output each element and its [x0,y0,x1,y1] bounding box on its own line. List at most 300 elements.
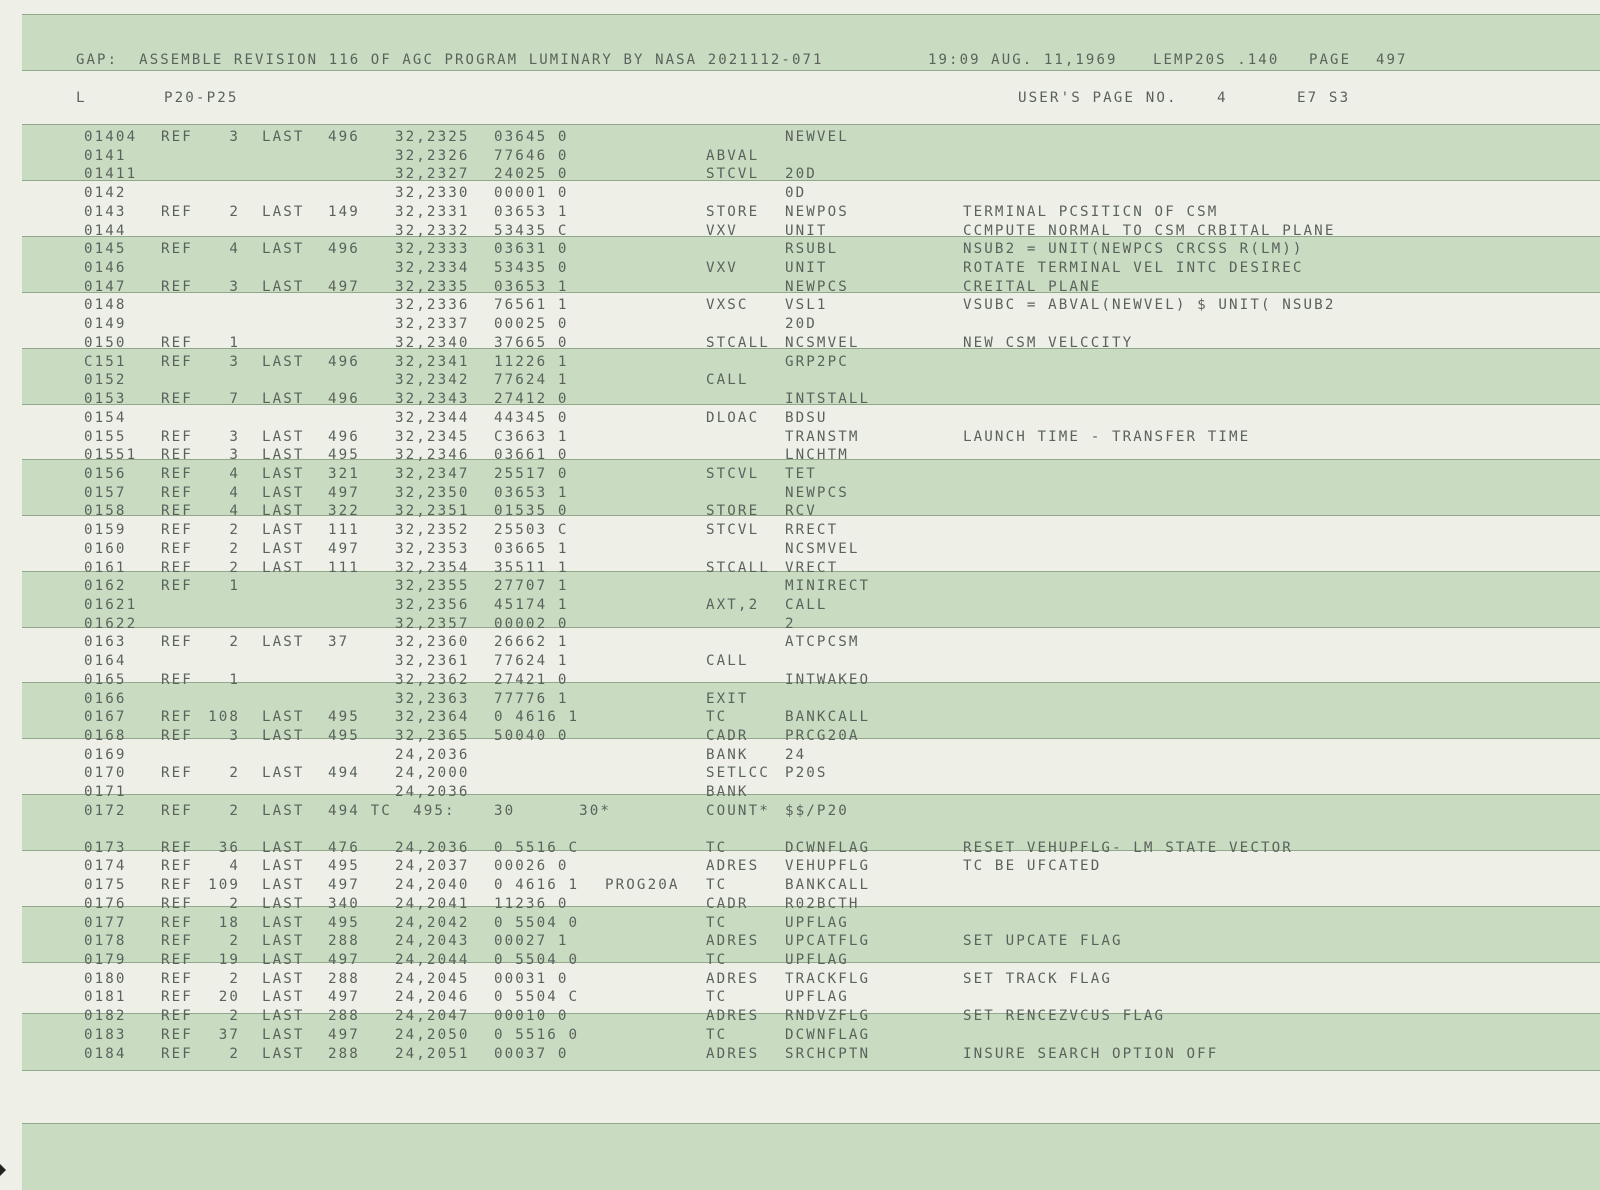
operand: BANKCALL [785,709,871,726]
ref-count: 4 [229,465,240,482]
operand: TRANSTM [785,428,860,445]
ref-count: 1 [229,671,240,688]
comment: CCMPUTE NORMAL TO CSM CRBITAL PLANE [963,222,1336,239]
ref-keyword: REF [161,1045,193,1062]
ref-count: 20 [218,989,240,1006]
address: 32,2325 [395,129,470,145]
address: 32,2360 [395,634,470,651]
ref-count: 4 [229,484,240,501]
ref-count: 2 [229,522,240,539]
octal-code: 00026 0 [494,858,569,875]
last-keyword: LAST [262,839,305,856]
opcode: ADRES [706,1045,760,1062]
operand: 20D [785,166,817,183]
operand: P20S [785,765,828,782]
last-keyword: LAST [262,1026,305,1043]
address: 32,2336 [395,297,470,314]
opcode: VXSC [706,297,749,314]
ref-count: 2 [229,559,240,576]
octal-code: 11226 1 [494,353,569,370]
opcode: STCVL [706,465,760,482]
octal-code: 00001 0 [494,185,569,202]
octal-code: 03645 0 [494,129,569,145]
operand: NEWPOS [785,203,849,220]
line-number: 0143 [84,203,127,220]
last-keyword: LAST [262,765,305,782]
opcode: TC [706,877,728,894]
last-page: 496 [328,391,360,408]
opcode: TC [706,989,728,1006]
octal-code: 77776 1 [494,690,569,707]
assembly-title: GAP: ASSEMBLE REVISION 116 OF AGC PROGRAM LUMINARY BY NASA 2021112-071 [76,52,824,68]
address: 32,2331 [395,203,470,220]
last-page: 321 [328,465,360,482]
last-keyword: LAST [262,447,305,464]
ref-keyword: REF [161,503,193,520]
line-number: 0166 [84,690,127,707]
operand: NEWPCS [785,278,849,295]
last-keyword: LAST [262,895,305,912]
octal-code: 53435 0 [494,260,569,277]
operand: NEWVEL [785,129,849,145]
address: 32,2343 [395,391,470,408]
ref-count: 3 [229,129,240,145]
operand: RRECT [785,522,839,539]
comment: LAUNCH TIME - TRANSFER TIME [963,428,1251,445]
address: 32,2345 [395,428,470,445]
last-page: 497 [328,877,360,894]
octal-code: 03661 0 [494,447,569,464]
operand: R02BCTH [785,895,860,912]
address: 32,2333 [395,241,470,258]
line-number: 01411 [84,166,138,183]
octal-code: 0 4616 1 [494,709,580,726]
last-keyword: LAST [262,129,305,145]
octal-code: 0 5516 0 [494,1026,580,1043]
address: 32,2344 [395,409,470,426]
opcode: ADRES [706,933,760,950]
address: 24,2043 [395,933,470,950]
opcode: ABVAL [706,147,760,164]
address: 32,2363 [395,690,470,707]
address: 32,2350 [395,484,470,501]
line-number: 0163 [84,634,127,651]
ref-keyword: REF [161,709,193,726]
line-number: 0149 [84,316,127,333]
line-number: 0155 [84,428,127,445]
ref-keyword: REF [161,540,193,557]
ref-keyword: REF [161,522,193,539]
address: 32,2341 [395,353,470,370]
opcode: ADRES [706,858,760,875]
last-keyword: LAST [262,353,305,370]
last-page: 497 [328,278,360,295]
paper-rule [22,794,1600,795]
operand: UPFLAG [785,951,849,968]
ref-count: 108 [208,709,240,726]
paper-band [22,1123,1600,1190]
octal-code: 27412 0 [494,391,569,408]
address: 24,2040 [395,877,470,894]
line-number: 0183 [84,1026,127,1043]
address: 32,2347 [395,465,470,482]
octal-code: 01535 0 [494,503,569,520]
address: 24,2037 [395,858,470,875]
ref-keyword: REF [161,484,193,501]
ref-keyword: REF [161,970,193,987]
line-number: 0157 [84,484,127,501]
octal-code: 0 5504 C [494,989,580,1006]
octal-code: 03665 1 [494,540,569,557]
last-page: 496 [328,129,360,145]
line-number: 0180 [84,970,127,987]
last-keyword: LAST [262,428,305,445]
operand: $$/P20 [785,802,849,819]
timestamp: 19:09 AUG. 11,1969 [928,52,1118,68]
operand: INTSTALL [785,391,871,408]
ref-count: 3 [229,278,240,295]
ref-count: 19 [218,951,240,968]
address: 32,2361 [395,653,470,670]
ref-keyword: REF [161,203,193,220]
octal-code: 00031 0 [494,970,569,987]
octal-code: 03653 1 [494,203,569,220]
operand: VSL1 [785,297,828,314]
opcode: STCVL [706,166,760,183]
line-number: 0156 [84,465,127,482]
address: 24,2050 [395,1026,470,1043]
octal-code: 50040 0 [494,728,569,745]
address: 32,2356 [395,597,470,613]
operand: RCV [785,503,817,520]
ref-count: 2 [229,634,240,651]
last-keyword: LAST [262,278,305,295]
edge-mark [0,1164,6,1176]
line-number: 0154 [84,409,127,426]
line-number: 0178 [84,933,127,950]
comment: VSUBC = ABVAL(NEWVEL) $ UNIT( NSUB2 [963,297,1336,314]
last-keyword: LAST [262,989,305,1006]
octal-code: 00002 0 [494,615,569,632]
octal-code: 00010 0 [494,1008,569,1025]
operand: CALL [785,597,828,613]
last-keyword: LAST [262,728,305,745]
last-page: 497 [328,1026,360,1043]
page-label: PAGE [1309,52,1352,68]
line-number: 0147 [84,278,127,295]
operand: UNIT [785,222,828,239]
address: 32,2353 [395,540,470,557]
line-number: 0145 [84,241,127,258]
ref-keyword: REF [161,634,193,651]
address: 32,2351 [395,503,470,520]
operand: DCWNFLAG [785,839,871,856]
last-page: 495 [328,858,360,875]
last-keyword: LAST [262,933,305,950]
line-number: 0164 [84,653,127,670]
operand: NEWPCS [785,484,849,501]
comment: ROTATE TERMINAL VEL INTC DESIREC [963,260,1304,277]
ref-keyword: REF [161,802,193,819]
line-number: 0172 [84,802,127,819]
opcode: BANK [706,746,749,763]
address: 24,2041 [395,895,470,912]
page-number: 497 [1376,52,1408,68]
comment: SET RENCEZVCUS FLAG [963,1008,1166,1025]
ref-count: 109 [208,877,240,894]
operand: LNCHTM [785,447,849,464]
address: 32,2332 [395,222,470,239]
octal-code: 27707 1 [494,578,569,595]
user-page-number: 4 [1217,90,1228,106]
ref-count: 2 [229,540,240,557]
opcode: CADR [706,895,749,912]
operand: 2 [785,615,796,632]
line-number: 0170 [84,765,127,782]
operand: BANKCALL [785,877,871,894]
comment: CREITAL PLANE [963,278,1102,295]
ref-count: 3 [229,428,240,445]
operand: ATCPCSM [785,634,860,651]
opcode: STCALL [706,334,770,351]
line-number: C151 [84,353,127,370]
ref-count: 37 [218,1026,240,1043]
last-keyword: LAST [262,203,305,220]
operand: NCSMVEL [785,334,860,351]
ref-keyword: REF [161,465,193,482]
octal-code: 00027 1 [494,933,569,950]
line-number: 0165 [84,671,127,688]
opcode: TC [706,914,728,931]
ref-keyword: REF [161,241,193,258]
operand: NCSMVEL [785,540,860,557]
operand: UPCATFLG [785,933,871,950]
comment: TERMINAL PCSITICN OF CSM [963,203,1219,220]
ref-count: 1 [229,334,240,351]
line-number: 01621 [84,597,138,613]
last-page: 288 [328,970,360,987]
last-page: 111 [328,559,360,576]
address: 24,2036 [395,839,470,856]
last-keyword: LAST [262,634,305,651]
octal-code: 0 5504 0 [494,914,580,931]
last-page: 496 [328,241,360,258]
opcode: TC [706,839,728,856]
operand: INTWAKEO [785,671,871,688]
ref-count: 2 [229,1045,240,1062]
opcode: DLOAC [706,409,760,426]
address: 24,2046 [395,989,470,1006]
ref-keyword: REF [161,278,193,295]
ref-keyword: REF [161,578,193,595]
last-page: 495 [328,914,360,931]
line-number: 0142 [84,185,127,202]
job-name: LEMP20S .140 [1153,52,1280,68]
address: 32,2365 [395,728,470,745]
operand: BDSU [785,409,828,426]
address: 32,2352 [395,522,470,539]
line-number: 0174 [84,858,127,875]
octal-code: 35511 1 [494,559,569,576]
address: 32,2354 [395,559,470,576]
ref-keyword: REF [161,559,193,576]
line-number: 0181 [84,989,127,1006]
operand: UNIT [785,260,828,277]
octal-code: 03631 0 [494,241,569,258]
octal-code: 03653 1 [494,484,569,501]
last-keyword: LAST [262,559,305,576]
ref-count: 2 [229,802,240,819]
ref-count: 3 [229,447,240,464]
listing-marker: L [76,90,87,106]
address: 24,2047 [395,1008,470,1025]
operand: DCWNFLAG [785,1026,871,1043]
ref-keyword: REF [161,989,193,1006]
address: 24,2036 [395,784,470,801]
address: 24,2051 [395,1045,470,1062]
last-keyword: LAST [262,522,305,539]
last-keyword: LAST [262,465,305,482]
last-keyword: LAST [262,484,305,501]
address: 32,2327 [395,166,470,183]
operand: PRCG20A [785,728,860,745]
octal-code: 25517 0 [494,465,569,482]
ref-keyword: REF [161,839,193,856]
address: 32,2337 [395,316,470,333]
opcode: SETLCC [706,765,770,782]
ref-keyword: REF [161,428,193,445]
last-page: 495 [328,709,360,726]
last-keyword: LAST [262,951,305,968]
line-number: 0182 [84,1008,127,1025]
line-number: 0162 [84,578,127,595]
line-number: 0169 [84,746,127,763]
address: 24,2042 [395,914,470,931]
last-page: 322 [328,503,360,520]
line-number: 0177 [84,914,127,931]
paper-rule [22,14,1600,15]
opcode: COUNT* [706,802,770,819]
last-page: 497 [328,989,360,1006]
operand: 24 [785,746,807,763]
last-page: 495 [328,447,360,464]
last-keyword: LAST [262,858,305,875]
line-number: 0159 [84,522,127,539]
opcode: ADRES [706,1008,760,1025]
operand: VRECT [785,559,839,576]
line-number: 0184 [84,1045,127,1062]
octal-code: 11236 0 [494,895,569,912]
line-number: 0171 [84,784,127,801]
line-number: 01551 [84,447,138,464]
last-page: 497 [328,484,360,501]
line-number: 0152 [84,372,127,389]
comment: SET TRACK FLAG [963,970,1112,987]
operand: SRCHCPTN [785,1045,871,1062]
ref-count: 18 [218,914,240,931]
operand: UPFLAG [785,914,849,931]
address: 32,2334 [395,260,470,277]
ref-count: 2 [229,1008,240,1025]
address: 32,2326 [395,147,470,164]
octal-code: C3663 1 [494,428,569,445]
address: 24,2000 [395,765,470,782]
line-number: 0144 [84,222,127,239]
user-page-label: USER'S PAGE NO. [1018,90,1178,106]
operand: MINIRECT [785,578,871,595]
opcode: TC [706,1026,728,1043]
paper-rule [22,124,1600,125]
octal-code: 25503 C [494,522,569,539]
operand: VEHUPFLG [785,858,871,875]
last-keyword: LAST [262,709,305,726]
comment: TC BE UFCATED [963,858,1102,875]
last-keyword: LAST [262,1008,305,1025]
ref-keyword: REF [161,858,193,875]
address: 24,2044 [395,951,470,968]
address: 24,2036 [395,746,470,763]
last-keyword: LAST [262,503,305,520]
address: 32,2362 [395,671,470,688]
octal-code: 30 30* [494,802,612,819]
opcode: TC [706,951,728,968]
comment: INSURE SEARCH OPTION OFF [963,1045,1219,1062]
line-number: 0153 [84,391,127,408]
sheet-code: E7 S3 [1297,90,1351,106]
operand: 0D [785,185,807,202]
address: 32,2335 [395,278,470,295]
octal-code: 26662 1 [494,634,569,651]
operand: TET [785,465,817,482]
ref-count: 2 [229,933,240,950]
opcode: ADRES [706,970,760,987]
line-number: 0161 [84,559,127,576]
line-number: 0148 [84,297,127,314]
opcode: STCALL [706,559,770,576]
address: 32,2355 [395,578,470,595]
opcode: EXIT [706,690,749,707]
octal-code: 77624 1 [494,372,569,389]
octal-code: 0 4616 1 [494,877,580,894]
last-keyword: LAST [262,802,305,819]
ref-keyword: REF [161,933,193,950]
opcode: VXV [706,222,738,239]
operand: RNDVZFLG [785,1008,871,1025]
ref-keyword: REF [161,728,193,745]
line-number: 0167 [84,709,127,726]
line-number: 0160 [84,540,127,557]
line-number: 01404 [84,129,138,145]
paper-rule [22,1123,1600,1124]
operand: UPFLAG [785,989,849,1006]
octal-code: 00025 0 [494,316,569,333]
ref-count: 7 [229,391,240,408]
last-keyword: LAST [262,914,305,931]
ref-keyword: REF [161,765,193,782]
opcode: CALL [706,372,749,389]
ref-keyword: REF [161,353,193,370]
last-keyword: LAST [262,970,305,987]
ref-keyword: REF [161,1026,193,1043]
last-page: 340 [328,895,360,912]
last-page: 37 [328,634,350,651]
octal-code: 53435 C [494,222,569,239]
ref-count: 4 [229,503,240,520]
ref-count: 2 [229,203,240,220]
address: 32,2342 [395,372,470,389]
last-page: 497 [328,540,360,557]
ref-count: 2 [229,895,240,912]
